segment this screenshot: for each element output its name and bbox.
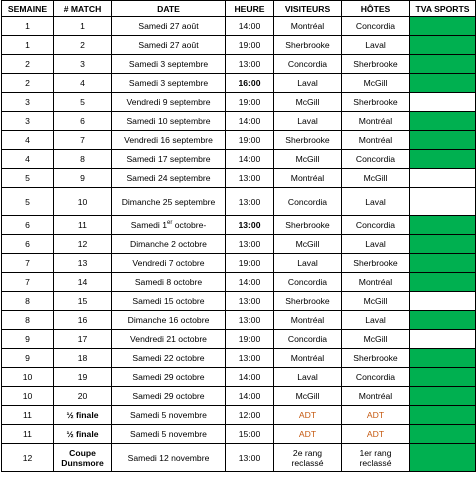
- cell-tva-sports: [410, 235, 476, 254]
- cell-heure: 19:00: [226, 330, 274, 349]
- cell-match: 15: [54, 292, 112, 311]
- cell-heure: 13:00: [226, 235, 274, 254]
- cell-tva-sports: [410, 368, 476, 387]
- table-row: [2, 330, 476, 349]
- date-ordinal: er: [167, 220, 173, 227]
- cell-visiteurs: Montréal: [274, 349, 342, 368]
- cell-semaine: 7: [2, 254, 54, 273]
- cell-hotes: Concordia: [342, 216, 410, 235]
- cell-hotes: Sherbrooke: [342, 93, 410, 112]
- cell-heure: 13:00: [226, 349, 274, 368]
- cell-tva-sports: [410, 273, 476, 292]
- cell-match: 8: [54, 150, 112, 169]
- cell-date: Samedi 12 novembre: [112, 444, 226, 472]
- cell-tva-sports: [410, 36, 476, 55]
- cell-visiteurs: McGill: [274, 150, 342, 169]
- cell-semaine: 9: [2, 330, 54, 349]
- cell-semaine: 7: [2, 273, 54, 292]
- cell-match: 14: [54, 273, 112, 292]
- cell-match: 4: [54, 74, 112, 93]
- cell-date: Samedi 27 août: [112, 36, 226, 55]
- table-row: [2, 131, 476, 150]
- cell-hotes: ADT: [342, 425, 410, 444]
- cell-date: Samedi 27 août: [112, 17, 226, 36]
- cell-date: Samedi 8 octobre: [112, 273, 226, 292]
- cell-visiteurs: ADT: [274, 425, 342, 444]
- cell-hotes: McGill: [342, 169, 410, 188]
- cell-heure: 19:00: [226, 93, 274, 112]
- table-row: [2, 235, 476, 254]
- cell-date: Vendredi 9 septembre: [112, 93, 226, 112]
- cell-hotes: Laval: [342, 235, 410, 254]
- cell-heure: 14:00: [226, 17, 274, 36]
- cell-match: 5: [54, 93, 112, 112]
- cell-hotes: Concordia: [342, 368, 410, 387]
- cell-visiteurs: Montréal: [274, 17, 342, 36]
- header-heure: HEURE: [226, 1, 274, 17]
- cell-heure: 13:00: [226, 311, 274, 330]
- cell-heure: 13:00: [226, 169, 274, 188]
- cell-hotes: 1er rang reclassé: [342, 444, 410, 472]
- cell-semaine: 12: [2, 444, 54, 472]
- cell-tva-sports: [410, 387, 476, 406]
- cell-hotes: Montréal: [342, 112, 410, 131]
- cell-semaine: 10: [2, 368, 54, 387]
- cell-match: 13: [54, 254, 112, 273]
- cell-date: Samedi 24 septembre: [112, 169, 226, 188]
- cell-semaine: 1: [2, 36, 54, 55]
- cell-hotes: McGill: [342, 292, 410, 311]
- cell-visiteurs: ADT: [274, 406, 342, 425]
- cell-match: 12: [54, 235, 112, 254]
- table-row: [2, 55, 476, 74]
- cell-heure: 14:00: [226, 112, 274, 131]
- cell-hotes: Concordia: [342, 150, 410, 169]
- table-row: [2, 112, 476, 131]
- header-tva-sports: TVA SPORTS: [410, 1, 476, 17]
- cell-match: 1: [54, 17, 112, 36]
- table-row: [2, 349, 476, 368]
- cell-date: Dimanche 16 octobre: [112, 311, 226, 330]
- cell-tva-sports: [410, 330, 476, 349]
- cell-visiteurs: McGill: [274, 387, 342, 406]
- cell-hotes: McGill: [342, 74, 410, 93]
- cell-tva-sports: [410, 292, 476, 311]
- cell-visiteurs: Laval: [274, 368, 342, 387]
- cell-tva-sports: [410, 55, 476, 74]
- cell-date: Vendredi 7 octobre: [112, 254, 226, 273]
- cell-heure: 19:00: [226, 131, 274, 150]
- cell-date: Samedi 29 octobre: [112, 387, 226, 406]
- cell-visiteurs: Sherbrooke: [274, 36, 342, 55]
- table-row: [2, 17, 476, 36]
- cell-tva-sports: [410, 406, 476, 425]
- header-semaine: SEMAINE: [2, 1, 54, 17]
- cell-tva-sports: [410, 74, 476, 93]
- cell-hotes: McGill: [342, 330, 410, 349]
- cell-semaine: 5: [2, 188, 54, 216]
- table-row: [2, 387, 476, 406]
- cell-heure: 13:00: [226, 188, 274, 216]
- cell-tva-sports: [410, 425, 476, 444]
- cell-heure: 19:00: [226, 254, 274, 273]
- cell-visiteurs: Sherbrooke: [274, 216, 342, 235]
- cell-match: 11: [54, 216, 112, 235]
- cell-semaine: 2: [2, 55, 54, 74]
- cell-visiteurs: McGill: [274, 93, 342, 112]
- table-row: [2, 425, 476, 444]
- cell-date: Dimanche 25 septembre: [112, 188, 226, 216]
- table-row: [2, 273, 476, 292]
- cell-match: 6: [54, 112, 112, 131]
- cell-heure: 13:00: [226, 55, 274, 74]
- cell-match: 7: [54, 131, 112, 150]
- cell-semaine: 5: [2, 169, 54, 188]
- cell-date: Samedi 22 octobre: [112, 349, 226, 368]
- cell-tva-sports: [410, 131, 476, 150]
- cell-heure: 13:00: [226, 292, 274, 311]
- cell-visiteurs: Laval: [274, 74, 342, 93]
- cell-tva-sports: [410, 188, 476, 216]
- header-row: [2, 1, 476, 17]
- cell-semaine: 2: [2, 74, 54, 93]
- cell-match: ½ finale: [54, 425, 112, 444]
- cell-tva-sports: [410, 254, 476, 273]
- cell-heure: 12:00: [226, 406, 274, 425]
- table-row: [2, 36, 476, 55]
- table-row: [2, 368, 476, 387]
- cell-heure: 16:00: [226, 74, 274, 93]
- cell-date: Samedi 29 octobre: [112, 368, 226, 387]
- cell-tva-sports: [410, 311, 476, 330]
- cell-match: 18: [54, 349, 112, 368]
- date-part: Samedi 1: [130, 220, 168, 230]
- cell-date: Samedi 15 octobre: [112, 292, 226, 311]
- cell-semaine: 11: [2, 406, 54, 425]
- cell-visiteurs: Sherbrooke: [274, 131, 342, 150]
- cell-heure: 19:00: [226, 36, 274, 55]
- cell-hotes: Sherbrooke: [342, 254, 410, 273]
- cell-date: Samedi 17 septembre: [112, 150, 226, 169]
- cell-visiteurs: Laval: [274, 112, 342, 131]
- cell-date: Dimanche 2 octobre: [112, 235, 226, 254]
- cell-heure: 14:00: [226, 368, 274, 387]
- cell-match: 19: [54, 368, 112, 387]
- cell-hotes: Montréal: [342, 131, 410, 150]
- cell-tva-sports: [410, 17, 476, 36]
- cell-heure: 15:00: [226, 425, 274, 444]
- cell-match: 3: [54, 55, 112, 74]
- table-row: [2, 188, 476, 216]
- cell-date: Samedi 5 novembre: [112, 425, 226, 444]
- cell-tva-sports: [410, 349, 476, 368]
- cell-tva-sports: [410, 216, 476, 235]
- cell-semaine: 6: [2, 216, 54, 235]
- cell-visiteurs: Concordia: [274, 55, 342, 74]
- header-visiteurs: VISITEURS: [274, 1, 342, 17]
- cell-visiteurs: McGill: [274, 235, 342, 254]
- cell-date: Samedi 5 novembre: [112, 406, 226, 425]
- table-row: [2, 406, 476, 425]
- table-row: [2, 292, 476, 311]
- cell-match: 20: [54, 387, 112, 406]
- cell-hotes: Concordia: [342, 17, 410, 36]
- cell-visiteurs: Concordia: [274, 330, 342, 349]
- cell-date: Vendredi 21 octobre: [112, 330, 226, 349]
- cell-match: 17: [54, 330, 112, 349]
- cell-visiteurs: Sherbrooke: [274, 292, 342, 311]
- cell-heure: 14:00: [226, 387, 274, 406]
- cell-date: Samedi 3 septembre: [112, 74, 226, 93]
- cell-hotes: Sherbrooke: [342, 349, 410, 368]
- cell-tva-sports: [410, 93, 476, 112]
- table-row: [2, 74, 476, 93]
- cell-tva-sports: [410, 112, 476, 131]
- cell-semaine: 8: [2, 311, 54, 330]
- cell-hotes: Laval: [342, 36, 410, 55]
- cell-visiteurs: Laval: [274, 254, 342, 273]
- cell-semaine: 11: [2, 425, 54, 444]
- cell-semaine: 6: [2, 235, 54, 254]
- cell-hotes: ADT: [342, 406, 410, 425]
- table-row: [2, 311, 476, 330]
- cell-semaine: 4: [2, 131, 54, 150]
- header-date: DATE: [112, 1, 226, 17]
- cell-heure: 13:00: [226, 216, 274, 235]
- cell-match: 9: [54, 169, 112, 188]
- table-row: [2, 254, 476, 273]
- cell-semaine: 9: [2, 349, 54, 368]
- cell-heure: 14:00: [226, 150, 274, 169]
- cell-semaine: 8: [2, 292, 54, 311]
- cell-semaine: 4: [2, 150, 54, 169]
- cell-tva-sports: [410, 150, 476, 169]
- cell-hotes: Laval: [342, 188, 410, 216]
- table-row: [2, 150, 476, 169]
- cell-visiteurs: Concordia: [274, 188, 342, 216]
- table-row: [2, 216, 476, 235]
- schedule-table: [1, 0, 476, 472]
- cell-match: 10: [54, 188, 112, 216]
- cell-date: Samedi 10 septembre: [112, 112, 226, 131]
- cell-match: Coupe Dunsmore: [54, 444, 112, 472]
- table-row: [2, 444, 476, 472]
- cell-match: ½ finale: [54, 406, 112, 425]
- cell-date: Samedi 3 septembre: [112, 55, 226, 74]
- cell-date: Vendredi 16 septembre: [112, 131, 226, 150]
- date-part: octobre-: [172, 220, 207, 230]
- cell-hotes: Montréal: [342, 273, 410, 292]
- cell-heure: 13:00: [226, 444, 274, 472]
- cell-heure: 14:00: [226, 273, 274, 292]
- cell-semaine: 3: [2, 93, 54, 112]
- cell-tva-sports: [410, 444, 476, 472]
- cell-hotes: Montréal: [342, 387, 410, 406]
- cell-visiteurs: Concordia: [274, 273, 342, 292]
- cell-date: [112, 216, 226, 235]
- cell-semaine: 10: [2, 387, 54, 406]
- cell-hotes: Sherbrooke: [342, 55, 410, 74]
- cell-match: 16: [54, 311, 112, 330]
- cell-visiteurs: 2e rang reclassé: [274, 444, 342, 472]
- cell-visiteurs: Montréal: [274, 311, 342, 330]
- cell-tva-sports: [410, 169, 476, 188]
- cell-match: 2: [54, 36, 112, 55]
- cell-visiteurs: Montréal: [274, 169, 342, 188]
- table-row: [2, 169, 476, 188]
- table-row: [2, 93, 476, 112]
- cell-semaine: 1: [2, 17, 54, 36]
- cell-semaine: 3: [2, 112, 54, 131]
- cell-hotes: Laval: [342, 311, 410, 330]
- header-match: # MATCH: [54, 1, 112, 17]
- header-hotes: HÔTES: [342, 1, 410, 17]
